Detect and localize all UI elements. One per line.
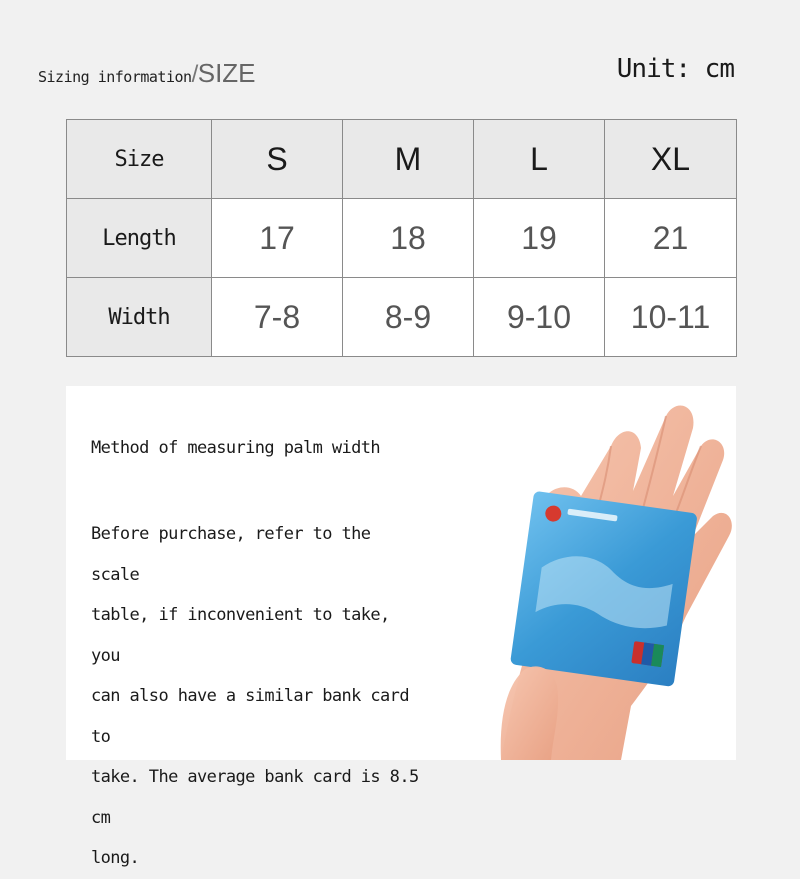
measuring-panel (66, 386, 736, 868)
sizing-title-size-word: SIZE (197, 58, 256, 88)
table-row (67, 199, 737, 278)
row-label-width: Width (67, 278, 212, 357)
table-header-size: Size (67, 120, 212, 199)
table-cell: 7-8 (212, 278, 343, 357)
table-cell: 21 (605, 199, 737, 278)
table-header-l: L (474, 120, 605, 199)
table-cell: 9-10 (474, 278, 605, 357)
table-header-m: M (343, 120, 474, 199)
table-cell: 18 (343, 199, 474, 278)
table-header-xl: XL (605, 120, 737, 199)
unit-label: Unit: cm (616, 54, 734, 84)
table-cell: 10-11 (605, 278, 737, 357)
size-table (66, 119, 737, 357)
method-body-line: Before purchase, refer to the scale (91, 524, 371, 585)
sizing-title-prefix: Sizing information (38, 68, 192, 86)
method-body-line: long. (91, 848, 140, 868)
method-body (91, 514, 421, 879)
method-body-line: take. The average bank card is 8.5 cm (91, 767, 419, 828)
table-cell: 8-9 (343, 278, 474, 357)
table-cell: 17 (212, 199, 343, 278)
table-cell: 19 (474, 199, 605, 278)
table-header-row (67, 120, 737, 199)
sizing-title (38, 58, 256, 89)
hand-holding-bank-card-icon (461, 386, 736, 760)
table-header-s: S (212, 120, 343, 199)
method-body-line: table, if inconvenient to take, you (91, 605, 390, 666)
page-header (0, 0, 800, 110)
method-title: Method of measuring palm width (91, 438, 381, 458)
table-row (67, 278, 737, 357)
row-label-length: Length (67, 199, 212, 278)
sizing-title-slash: / (191, 61, 198, 88)
method-body-line: can also have a similar bank card to (91, 686, 409, 747)
